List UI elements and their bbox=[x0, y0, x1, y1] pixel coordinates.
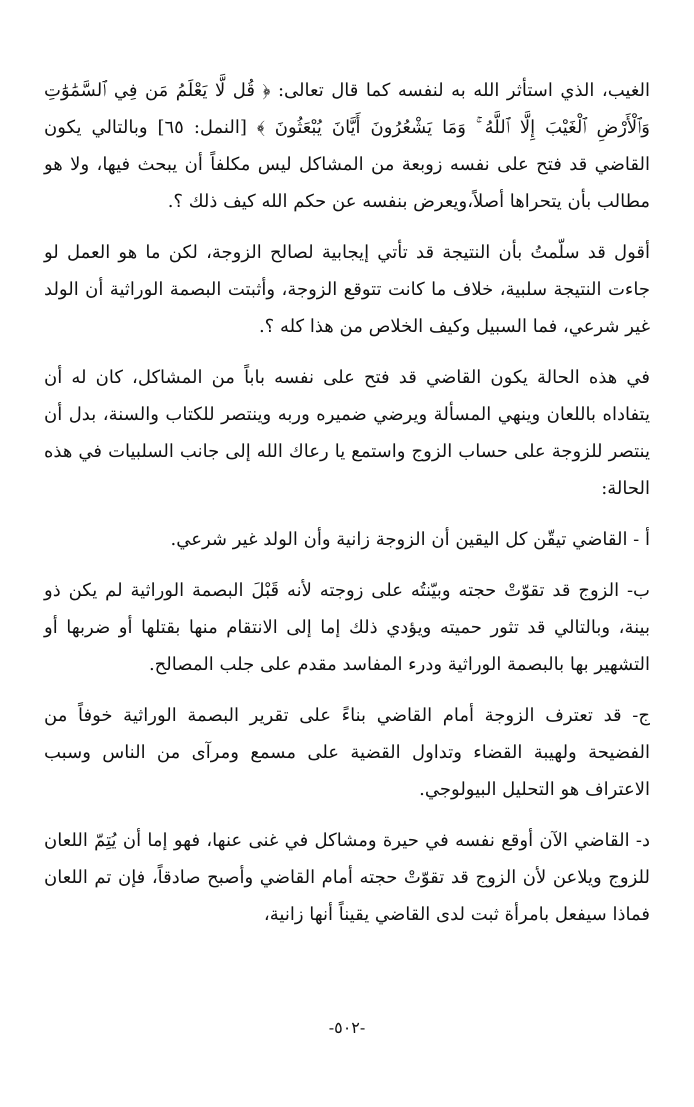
page-body bbox=[44, 72, 650, 947]
list-item-ba: ب- الزوج قد تقوّتْ حجته وبيّنتُه على زوجته لأنه قَبْلَ البصمة الوراثية لم يكن ذو بينة، وبالتالي قد تثور حميته ويؤدي ذلك إما إلى الانتقام منها بقتلها أو ضربها أو التشهير بها بالبصمة الوراثية ودرء المفاسد مقدم على جلب المصالح. bbox=[44, 580, 650, 675]
list-item-jim: ج- قد تعترف الزوجة أمام القاضي بناءً على تقرير البصمة الوراثية خوفاً من الفضيحة ولهيبة القضاء وتداول القضية على مسمع ومرآى من الناس وسبب الاعتراف هو التحليل البيولوجي. bbox=[44, 705, 650, 800]
paragraph-3: في هذه الحالة يكون القاضي قد فتح على نفسه باباً من المشاكل، كان له أن يتفاداه باللعان وينهي المسألة ويرضي ضميره وربه وينتصر للكتاب والسنة، بدل أن ينتصر للزوجة على حساب الزوج واستمع يا رعاك الله إلى جانب السلبيات في هذه الحالة: bbox=[44, 367, 650, 499]
list-item-alif: أ - القاضي تيقّن كل اليقين أن الزوجة زانية وأن الولد غير شرعي. bbox=[170, 529, 650, 550]
list-item-dal: د- القاضي الآن أوقع نفسه في حيرة ومشاكل في غنى عنها، فهو إما أن يُتِمّ اللعان للزوج ويلاعن لأن الزوج قد تقوّتْ حجته أمام القاضي وأصبح صادقاً، فإن تم اللعان فماذا سيفعل بامرأة ثبت لدى القاضي يقيناً أنها زانية، bbox=[44, 830, 650, 925]
paragraph-2: أقول قد سلّمتُ بأن النتيجة قد تأتي إيجابية لصالح الزوجة، لكن ما هو العمل لو جاءت النتيجة سلبية، خلاف ما كانت تتوقع الزوجة، وأثبتت البصمة الوراثية أن الولد غير شرعي، فما السبيل وكيف الخلاص من هذا كله ؟. bbox=[44, 242, 650, 337]
paragraph-1: الغيب، الذي استأثر الله به لنفسه كما قال تعالى: ﴿ قُل لَّا يَعْلَمُ مَن فِي ٱلسَّمَٰوَٰتِ وَٱلْأَرْضِ ٱلْغَيْبَ إِلَّا ٱللَّهُ ۚ وَمَا يَشْعُرُونَ أَيَّانَ يُبْعَثُونَ ﴾ [النمل: ٦٥] وبالتالي يكون القاضي قد فتح على نفسه زوبعة من المشاكل ليس مكلفاً أن يبحث فيها، ولا هو مطالب بأن يتحراها أصلاً،ويعرض بنفسه عن حكم الله كيف ذلك ؟. bbox=[44, 80, 650, 212]
page-number: -٥٠٢- bbox=[328, 1018, 366, 1037]
